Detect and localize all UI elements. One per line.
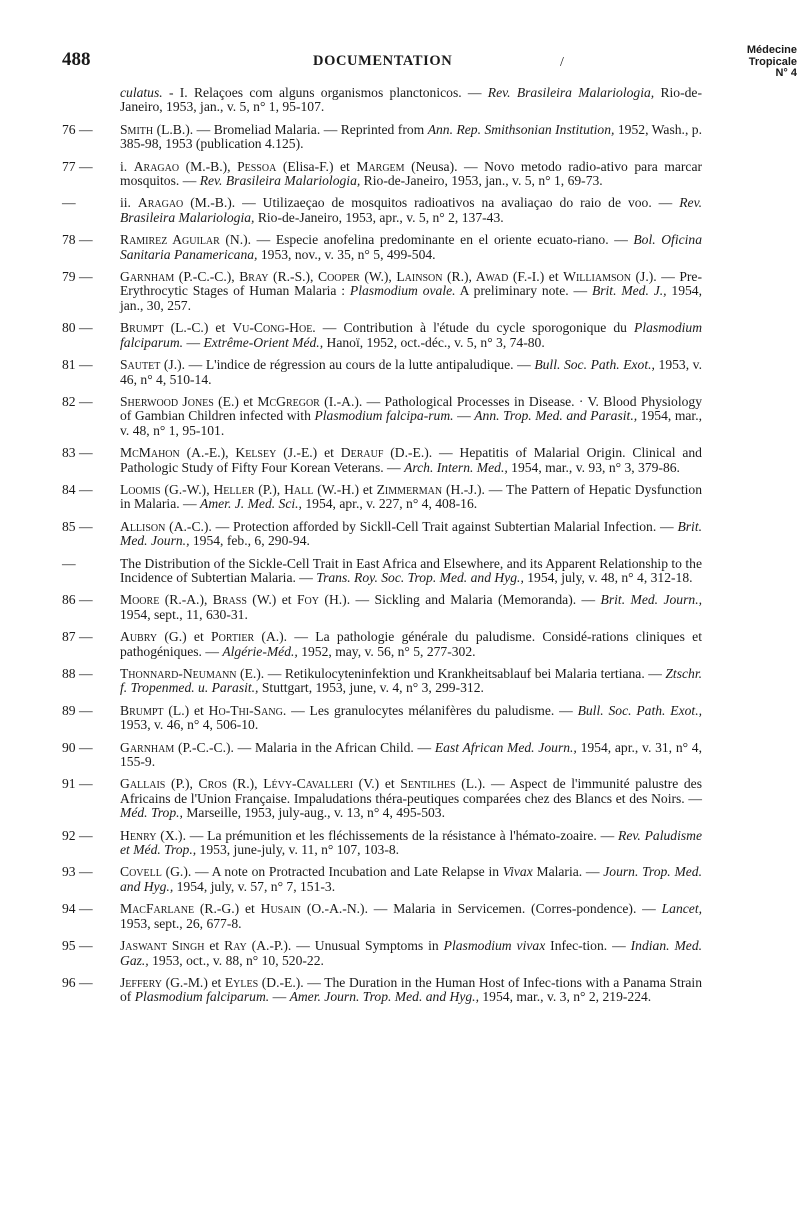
author-names: Husain (O.-A.-N.). [260, 901, 368, 917]
author-names: Foy (H.). [297, 592, 351, 608]
text-run: — Hepatitis of Malarial Origin. Clinical and Pathologic Study of Fifty Four Korean Veterans. — [120, 445, 702, 475]
text-run: — Les granulocytes mélanifères du paludisme. — [286, 702, 578, 718]
bibliography-list [62, 86, 702, 1013]
italic-citation: Ann. Rep. Smithsonian Institution, [427, 121, 615, 137]
italic-citation: Amer. Journ. Trop. Med. and Hyg., [289, 989, 479, 1005]
bibliography-entry [62, 829, 702, 858]
entry-number: 80 — [62, 320, 93, 336]
entry-text [120, 557, 702, 586]
text-run: — [269, 989, 290, 1005]
italic-citation: Rev. Brasileira Malariologia, [199, 173, 361, 189]
text-run: Malaria. — [532, 864, 604, 880]
bibliography-entry [62, 630, 702, 659]
bibliography-entry [62, 358, 702, 387]
author-names: Jaswant Singh [120, 938, 205, 954]
author-names: Garnham (P.-C.-C.), Bray (R.-S.), Cooper (W.), Lainson (R.), Awad (F.-I.) [120, 269, 545, 285]
corner-line: Tropicale [748, 55, 797, 68]
text-run: Rio-de-Janeiro, 1953, apr., v. 5, n° 2, 137-43. [254, 209, 504, 225]
author-names: Sentilhes (L.). [400, 776, 486, 792]
text-run: 1953, oct., v. 88, n° 10, 520-22. [148, 952, 324, 968]
entry-text [120, 483, 702, 512]
entry-number: 78 — [62, 232, 93, 248]
entry-number: 94 — [62, 901, 93, 917]
text-run: Marseille, 1953, july-aug., v. 13, n° 4, 495-503. [182, 805, 445, 821]
entry-text [120, 233, 702, 262]
entry-number: — [62, 195, 76, 211]
entry-number: 90 — [62, 739, 93, 755]
text-run: 1952, may, v. 56, n° 5, 277-302. [297, 643, 476, 659]
italic-citation: Ztschr. f. Tropenmed. u. Parasit., [120, 666, 702, 696]
italic-citation: Lancet, [661, 901, 702, 917]
author-names: Brumpt (L.-C.) [120, 320, 209, 336]
author-names: Smith (L.B.). [120, 121, 194, 137]
italic-citation: Extrême-Orient Méd., [203, 334, 324, 350]
bibliography-entry [62, 483, 702, 512]
author-names: Allison (A.-C.). [120, 518, 212, 534]
text-run: 1954, sept., 11, 630-31. [120, 606, 248, 622]
text-run: 1953, june-july, v. 11, n° 107, 103-8. [196, 842, 400, 858]
bibliography-entry [62, 902, 702, 931]
text-run: 1954, mar., v. 93, n° 3, 379-86. [507, 459, 680, 475]
author-names: Garnham (P.-C.-C.). [120, 739, 234, 755]
text-run: Rio-de-Janeiro, 1953, jan., v. 5, n° 1, 69-73. [360, 173, 603, 189]
bibliography-entry [62, 446, 702, 475]
entry-number: 85 — [62, 518, 93, 534]
entry-number: 89 — [62, 702, 93, 718]
text-run: et [359, 481, 377, 497]
entry-text [120, 630, 702, 659]
text-run: 1954, jan., 30, 257. [120, 283, 702, 313]
text-run: — Contribution à l'étude du cycle sporogonique du [315, 320, 635, 336]
text-run: The Distribution of the Sickle-Cell Trait in East Africa and Elsewhere, and its Apparent Relationship to the Incidence of Subtertian Malaria. — [120, 555, 702, 585]
text-run: et [204, 938, 225, 954]
italic-citation: Plasmodium falciparum. [120, 320, 703, 350]
text-run: et [208, 320, 233, 336]
italic-citation: Bull. Soc. Path. Exot., [534, 357, 655, 373]
italic-citation: Bull. Soc. Path. Exot., [577, 702, 702, 718]
text-run: 1952, Wash., p. 385-98, 1953 (publication 4.125). [120, 121, 702, 152]
bibliography-entry [62, 667, 702, 696]
text-run: - I. Relaçoes com alguns organismos planctonicos. — [162, 85, 488, 100]
bibliography-entry [62, 123, 702, 152]
author-names: Zimmerman (H.-J.). [376, 481, 485, 497]
italic-citation: Algérie-Méd., [222, 643, 298, 659]
author-names: Sautet (J.). [120, 357, 186, 373]
journal-corner-label [747, 45, 797, 80]
author-names: Sherwood Jones (E.) [120, 393, 239, 409]
author-names: Margem [356, 158, 405, 174]
author-names: Ho-Thi-Sang. [208, 702, 287, 718]
text-run: — The Duration in the Human Host of Infec-tions with a Panama Strain of [120, 974, 703, 1005]
text-run: Hanoï, 1952, oct.-déc., v. 5, n° 3, 74-80. [323, 334, 545, 350]
bibliography-entry [62, 270, 702, 313]
italic-citation: Vivax [502, 864, 533, 880]
bibliography-entry [62, 160, 702, 189]
italic-citation: Plasmodium falcipa-rum. [314, 408, 454, 424]
text-run: — Pre-Erythrocytic Stages of Human Malaria : [120, 269, 702, 299]
author-names: Eyles (D.-E.). [224, 974, 304, 990]
text-run: 1954, mar., v. 3, n° 2, 219-224. [478, 989, 652, 1005]
text-run: — [453, 408, 475, 424]
italic-citation: Rev. Brasileira Malariologia, [120, 195, 702, 225]
entry-number: 84 — [62, 481, 93, 497]
text-run: et [189, 702, 209, 718]
entry-text [120, 976, 702, 1005]
text-run: — [183, 334, 204, 350]
author-names: Derauf (D.-E.). [340, 445, 433, 461]
text-run: — Protection afforded by Sickll-Cell Trait against Subtertian Malarial Infection. — [211, 518, 678, 534]
text-run: et [379, 776, 401, 792]
entry-text [120, 865, 702, 894]
text-run: 1954, apr., v. 31, n° 4, 155-9. [120, 739, 702, 770]
author-names: Ramirez Aguilar (N.). [120, 232, 252, 248]
text-run: — Especie anofelina predominante en el oriente ecuato-riano. — [251, 232, 634, 248]
text-run: 1953, v. 46, n° 4, 506-10. [120, 717, 259, 733]
corner-line: N° 4 [775, 67, 797, 79]
text-run: — Bromeliad Malaria. — Reprinted from [193, 121, 428, 137]
bibliography-entry [62, 86, 702, 115]
text-run: — Aspect de l'immunité palustre des Africains de l'Union Française. Impaludations théra-peutiques comparées chez des Blancs et des Noirs. — [120, 776, 703, 806]
text-run: — Unusual Symptoms in [291, 938, 444, 954]
author-names: MacFarlane (R.-G.) [120, 901, 240, 917]
bibliography-entry [62, 777, 702, 820]
bibliography-entry [62, 196, 702, 225]
entry-text [120, 446, 702, 475]
text-run: 1954, mar., v. 48, n° 1, 95-101. [120, 408, 702, 438]
text-run: 1953, v. 46, n° 4, 510-14. [120, 357, 702, 387]
text-run: et [238, 393, 258, 409]
entry-number: 76 — [62, 121, 93, 137]
text-run: 1954, july, v. 48, n° 4, 312-18. [523, 569, 693, 585]
italic-citation: culatus. [120, 85, 163, 100]
entry-number: 79 — [62, 269, 93, 285]
entry-text [120, 321, 702, 350]
author-names: Gallais (P.), Cros (R.), Lévy-Cavalleri (V.) [120, 776, 380, 792]
bibliography-entry [62, 741, 702, 770]
entry-text [120, 593, 702, 622]
bibliography-entry [62, 395, 702, 438]
entry-number [62, 86, 120, 115]
bibliography-entry [62, 520, 702, 549]
italic-citation: Indian. Med. Gaz., [120, 938, 703, 968]
text-run: — La prémunition et les fléchissements de la résistance à l'hémato-zoaire. — [185, 827, 619, 843]
text-run: Stuttgart, 1953, june, v. 4, n° 3, 299-312. [258, 680, 484, 696]
entry-number: 92 — [62, 827, 93, 843]
entry-number: 95 — [62, 938, 93, 954]
entry-number: 81 — [62, 357, 93, 373]
entry-text [120, 358, 702, 387]
italic-citation: Bol. Oficina Sanitaria Panamericana, [120, 232, 703, 262]
page-number: 488 [62, 49, 91, 70]
bibliography-entry [62, 939, 702, 968]
entry-text [120, 939, 702, 968]
bibliography-entry [62, 704, 702, 733]
text-run: — A note on Protracted Incubation and Late Relapse in [191, 864, 503, 880]
text-run: 1954, july, v. 57, n° 7, 151-3. [173, 878, 336, 894]
text-run: — L'indice de régression au cours de la lutte antipaludique. — [185, 357, 535, 373]
author-names: Aragao (M.-B.). [137, 195, 236, 211]
text-run: 1953, sept., 26, 677-8. [120, 915, 242, 931]
entry-number: 87 — [62, 629, 93, 645]
text-run: 1953, nov., v. 35, n° 5, 499-504. [257, 246, 436, 262]
entry-text [120, 123, 702, 152]
entry-number: 77 — [62, 158, 93, 174]
text-run: — Malaria in the African Child. — [233, 739, 435, 755]
author-names: Aubry (G.) [120, 629, 187, 645]
italic-citation: Plasmodium ovale. [349, 283, 456, 299]
bibliography-entry [62, 321, 702, 350]
italic-citation: Arch. Intern. Med., [404, 459, 508, 475]
corner-line: Médecine [746, 44, 797, 56]
text-run: — Malaria in Servicemen. (Corres-pondence). — [367, 901, 662, 917]
bibliography-entry [62, 233, 702, 262]
entry-text [120, 777, 702, 820]
text-run: et [317, 445, 341, 461]
italic-citation: Plasmodium falciparum. [134, 989, 270, 1005]
bibliography-entry [62, 976, 702, 1005]
entry-text [120, 704, 702, 733]
text-run: — Pathological Processes in Disease. · V. Blood Physiology of Gambian Children infected with [120, 393, 703, 424]
text-run: (Neusa). — Novo metodo radio-ativo para marcar mosquitos. — [120, 158, 703, 189]
text-run: et [276, 592, 297, 608]
italic-citation: Amer. J. Med. Sci., [200, 496, 302, 512]
italic-citation: Ann. Trop. Med. and Parasit., [474, 408, 638, 424]
entry-text [120, 86, 702, 115]
text-run: et [207, 974, 225, 990]
text-run: i. [120, 158, 134, 174]
text-run: ii. [120, 195, 138, 211]
author-names: Thonnard-Neumann (E.). [120, 666, 265, 681]
author-names: Brumpt (L.) [120, 702, 190, 718]
italic-citation: Rev. Paludisme et Méd. Trop., [120, 827, 702, 858]
entry-number: 96 — [62, 974, 93, 990]
entry-number: — [62, 555, 76, 571]
entry-text [120, 667, 702, 696]
italic-citation: Trans. Roy. Soc. Trop. Med. and Hyg., [316, 569, 524, 585]
entry-number: 82 — [62, 393, 93, 409]
text-run: — Retikulocyteninfektion und Krankheitsablauf bei Malaria tertiana. — [264, 666, 666, 681]
text-run: Rio-de-Janeiro, 1953, jan., v. 5, n° 1, 95-107. [120, 85, 702, 115]
entry-text [120, 395, 702, 438]
entry-number: 83 — [62, 445, 93, 461]
author-names: Moore (R.-A.), Brass (W.) [120, 592, 277, 608]
text-run: et [186, 629, 212, 645]
author-names: Portier (A.). [211, 629, 288, 645]
italic-citation: Plasmodium vivax [443, 938, 546, 954]
italic-citation: Brit. Med. J., [591, 283, 667, 299]
text-run: — Utilizaeçao de mosquitos radioativos na avaliaçao do raio de voo. — [235, 195, 680, 211]
author-names: Covell (G.). [120, 864, 192, 880]
text-run: — Sickling and Malaria (Memoranda). — [350, 592, 601, 608]
entry-text [120, 196, 702, 225]
entry-number: 88 — [62, 666, 93, 681]
entry-text [120, 160, 702, 189]
author-names: Loomis (G.-W.), Heller (P.), Hall (W.-H.) [120, 481, 359, 497]
author-names: Aragao (M.-B.), Pessoa [133, 158, 277, 174]
text-run: et [239, 901, 261, 917]
text-run: 1954, feb., 6, 290-94. [189, 533, 310, 549]
italic-citation: Journ. Trop. Med. and Hyg., [120, 864, 703, 894]
italic-citation: Méd. Trop., [120, 805, 183, 821]
italic-citation: Brit. Med. Journ., [120, 518, 702, 549]
entry-text [120, 270, 702, 313]
italic-citation: Brit. Med. Journ., [600, 592, 702, 608]
entry-text [120, 520, 702, 549]
italic-citation: Rev. Brasileira Malariologia, [487, 85, 655, 100]
entry-number: 93 — [62, 864, 93, 880]
text-run: et [544, 269, 564, 285]
text-run: 1954, apr., v. 227, n° 4, 408-16. [301, 496, 478, 512]
author-names: Vu-Cong-Hoe. [232, 320, 316, 336]
italic-citation: East African Med. Journ., [434, 739, 577, 755]
text-run: (Elisa-F.) et [276, 158, 357, 174]
author-names: McGregor (I.-A.). [257, 393, 363, 409]
entry-text [120, 741, 702, 770]
bibliography-entry [62, 593, 702, 622]
bibliography-entry [62, 865, 702, 894]
text-run: — La pathologie générale du paludisme. Considé-rations cliniques et pathogéniques. — [120, 629, 702, 659]
text-run: Infec-tion. — [545, 938, 631, 954]
stray-mark: / [560, 55, 564, 70]
entry-text [120, 902, 702, 931]
entry-number: 86 — [62, 592, 93, 608]
running-header-title: DOCUMENTATION [313, 53, 453, 69]
author-names: Williamson (J.). [563, 269, 657, 285]
text-run: — The Pattern of Hepatic Dysfunction in Malaria. — [120, 481, 703, 512]
entry-number: 91 — [62, 776, 93, 792]
author-names: McMahon (A.-E.), Kelsey (J.-E.) [120, 445, 318, 461]
text-run: A preliminary note. — [455, 283, 592, 299]
entry-text [120, 829, 702, 858]
author-names: Jeffery (G.-M.) [120, 974, 208, 990]
author-names: Henry (X.). [120, 827, 186, 843]
bibliography-entry [62, 557, 702, 586]
author-names: Ray (A.-P.). [224, 938, 292, 954]
